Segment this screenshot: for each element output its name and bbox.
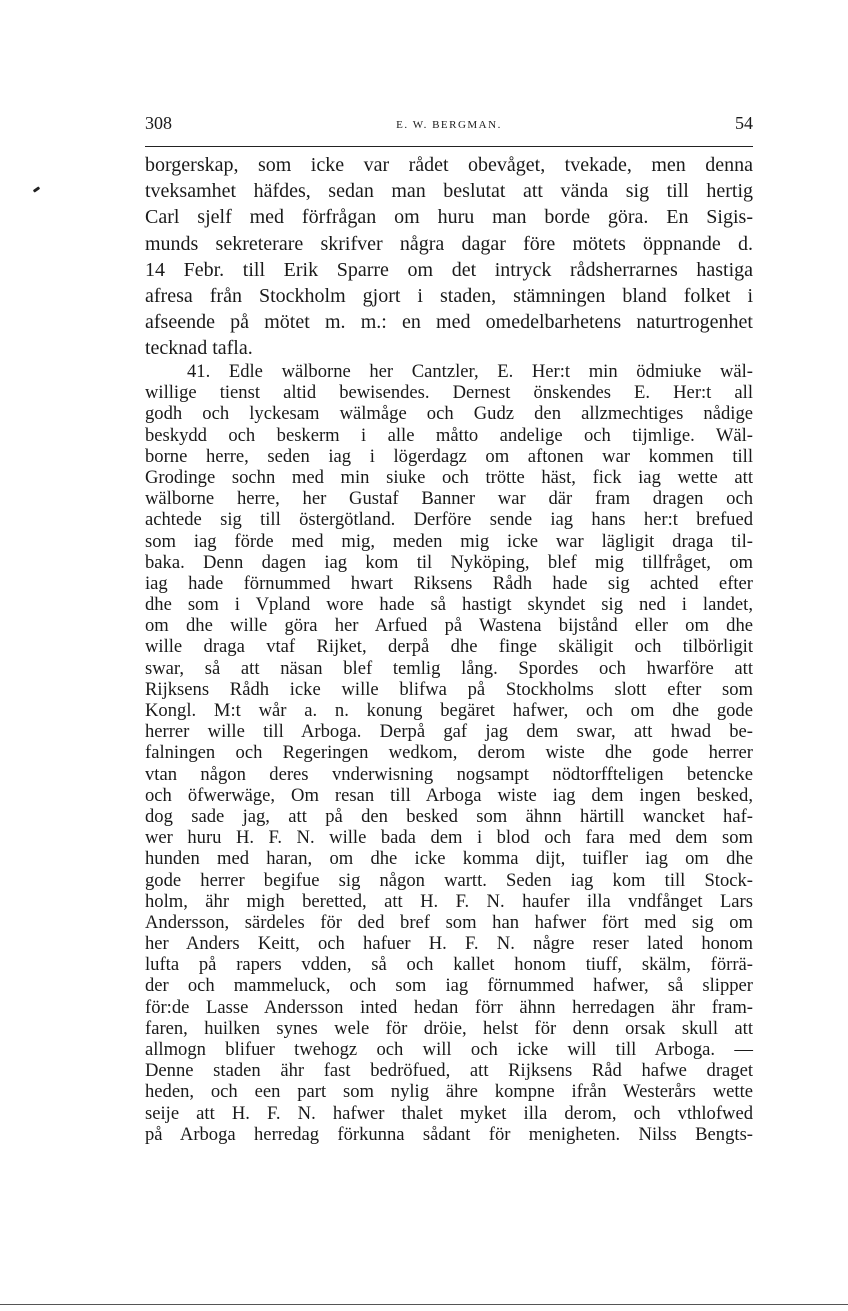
text-line: borgerskap, som icke var rådet obevåget, tvekade, men denna <box>145 154 753 176</box>
text-line: tecknad tafla. <box>145 337 253 360</box>
text-line: som iag förde med mig, meden mig icke war lägligit draga til- <box>145 530 753 552</box>
page-header <box>145 113 753 143</box>
text-line: der och mammeluck, och som iag förnummed hafwer, så slipper <box>145 975 753 997</box>
text-line: Carl sjelf med förfrågan om huru man borde göra. En Sigis- <box>145 206 753 229</box>
text-line: dhe som i Vpland wore hade så hastigt skyndet sig ned i landet, <box>145 594 753 616</box>
page-number: 308 <box>145 113 172 133</box>
text-line: dog sade jag, att på den besked som ähnn härtill wancket haf- <box>145 805 753 827</box>
header-rule <box>145 146 753 147</box>
text-line: wille draga vtaf Rijket, derpå dhe finge skäligit och tilbörligit <box>145 636 753 658</box>
text-line: Andersson, särdeles för ded bref som han hafwer fört med sig om <box>145 911 753 933</box>
text-line: 41. Edle wälborne her Cantzler, E. Her:t min ödmiuke wäl- <box>187 361 753 382</box>
text-line: Grodinge sochn med min siuke och trötte häst, fick iag wette att <box>145 466 753 488</box>
text-line: borne herre, seden iag i lögerdagz om aftonen war kommen till <box>145 445 753 467</box>
text-line: för:de Lasse Andersson inted hedan förr ähnn herredagen ähr fram- <box>145 996 753 1018</box>
text-line: och öfwerwäge, Om resan till Arboga wiste iag dem ingen besked, <box>145 784 753 806</box>
text-line: godh och lyckesam wälmåge och Gudz den allzmechtiges nådige <box>145 403 753 425</box>
text-line: iag hade förnummed hwart Riksens Rådh hade sig achted efter <box>145 572 753 594</box>
scan-edge-rule <box>0 1304 848 1305</box>
letter-paragraph <box>145 361 753 1145</box>
text-line: faren, huilken synes wele för dröie, helst för denn orsak skull att <box>145 1017 753 1039</box>
text-line: wer huru H. F. N. wille bada dem i blod och fara med dem som <box>145 827 753 849</box>
text-line: Denne staden ähr fast bedröfued, att Rijksens Råd hafwe draget <box>145 1060 753 1082</box>
text-line: tveksamhet häfdes, sedan man beslutat att vända sig till hertig <box>145 180 753 203</box>
intro-paragraph <box>145 152 753 362</box>
text-line: vtan någon deres vnderwisning nogsampt nödtorffteligen betencke <box>145 763 753 785</box>
text-line: Kongl. M:t wår a. n. konung begäret hafwer, och om dhe gode <box>145 700 753 721</box>
document-number: 54 <box>735 113 753 133</box>
text-line: willige tienst altid bewisendes. Dernest önskendes E. Her:t all <box>145 382 753 404</box>
text-line: herrer wille till Arboga. Derpå gaf jag dem swar, att hwad be- <box>145 721 753 743</box>
text-line: her Anders Keitt, och hafuer H. F. N. någre reser lated honom <box>145 933 753 955</box>
text-line: holm, ähr migh beretted, att H. F. N. haufer illa vndfånget Lars <box>145 890 753 912</box>
text-line: seije att H. F. N. hafwer thalet myket illa derom, och vthlofwed <box>145 1102 753 1124</box>
text-line: baka. Denn dagen iag kom til Nyköping, blef mig tillfråget, om <box>145 551 753 573</box>
text-line: Rijksens Rådh icke wille blifwa på Stockholms slott efter som <box>145 678 753 700</box>
text-line: om dhe wille göra her Arfued på Wastena bijstånd eller om dhe <box>145 615 753 637</box>
text-line: falningen och Regeringen wedkom, derom wiste dhe gode herrer <box>145 742 753 764</box>
text-line: afseende på mötet m. m.: en med omedelbarhetens naturtrogenhet <box>145 311 753 334</box>
text-line: 14 Febr. till Erik Sparre om det intryck rådsherrarnes hastiga <box>145 258 753 281</box>
text-line: swar, så att näsan blef temlig lång. Spordes och hwarföre att <box>145 657 753 679</box>
running-title: E. W. BERGMAN. <box>396 119 502 131</box>
text-line: munds sekreterare skrifver några dagar före mötets öppnande d. <box>145 232 753 255</box>
text-line: heden, och een part som nylig ähre kompne ifrån Westerårs wette <box>145 1081 753 1103</box>
text-line: beskydd och beskerm i alle måtto andelige och tijmlige. Wäl- <box>145 424 753 446</box>
text-line: achtede sig till östergötland. Derföre sende iag hans her:t brefued <box>145 509 753 531</box>
margin-mark <box>33 186 40 192</box>
text-line: på Arboga herredag förkunna sådant för menigheten. Nilss Bengts- <box>145 1123 753 1145</box>
text-line: afresa från Stockholm gjort i staden, stämningen bland folket i <box>145 284 753 307</box>
text-line: wälborne herre, her Gustaf Banner war där fram dragen och <box>145 488 753 510</box>
text-line: allmogn blifuer twehogz och will och icke will till Arboga. — <box>145 1039 753 1060</box>
text-line: gode herrer begifue sig någon wartt. Seden iag kom till Stock- <box>145 869 753 891</box>
text-line: hunden med haran, om dhe icke komma dijt, tuifler iag om dhe <box>145 848 753 870</box>
text-line: lufta på rapers vdden, så och kallet honom tiuff, skälm, förrä- <box>145 954 753 976</box>
